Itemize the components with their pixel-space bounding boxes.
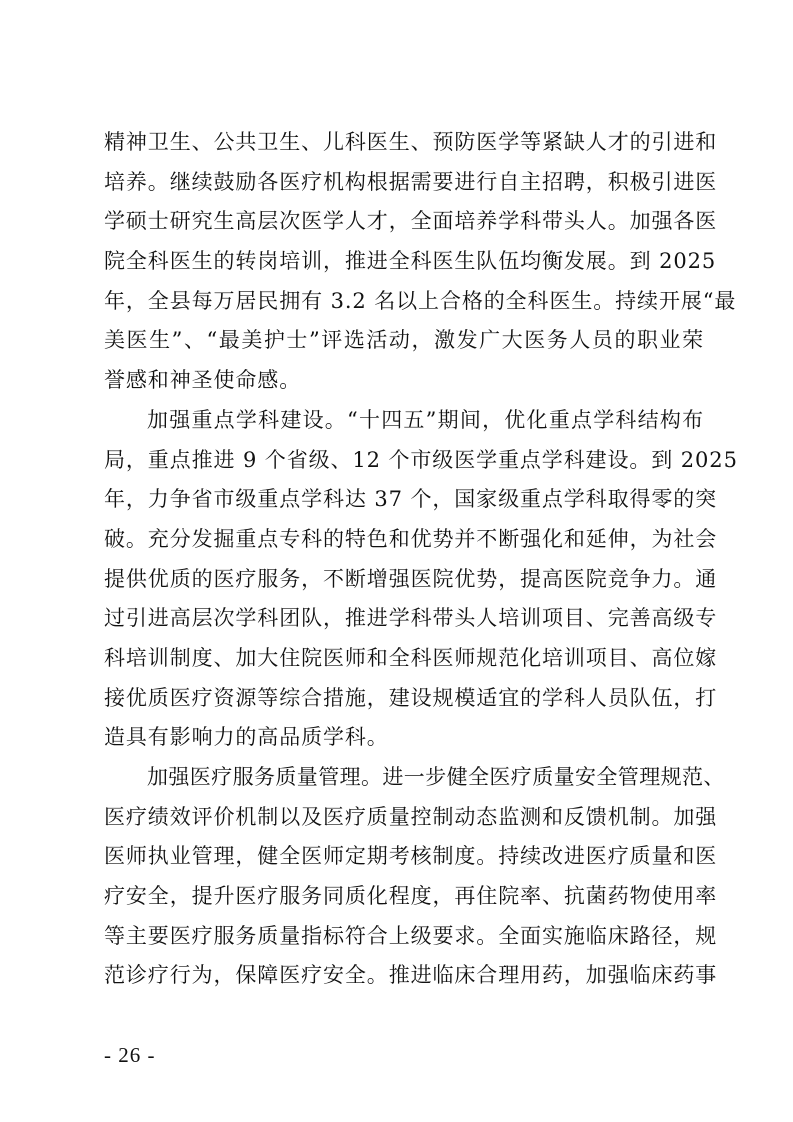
text-line: 造具有影响力的高品质学科。: [104, 725, 389, 750]
text-line: 学硕士研究生高层次医学人才，全面培养学科带头人。加强各医: [104, 209, 718, 234]
text-line: 疗安全，提升医疗服务同质化程度，再住院率、抗菌药物使用率: [104, 884, 718, 909]
text-line: 美医生”、“最美护士”评选活动，激发广大医务人员的职业荣: [104, 328, 704, 353]
text-line: 年，力争省市级重点学科达 37 个，国家级重点学科取得零的突: [104, 487, 718, 512]
text-line: 等主要医疗服务质量指标符合上级要求。全面实施临床路径，规: [104, 923, 718, 948]
body-text: [104, 123, 738, 996]
text-line: 接优质医疗资源等综合措施，建设规模适宜的学科人员队伍，打: [104, 685, 718, 710]
text-line: 精神卫生、公共卫生、儿科医生、预防医学等紧缺人才的引进和: [104, 130, 718, 154]
text-line: 加强重点学科建设。“十四五”期间，优化重点学科结构布: [147, 407, 704, 432]
paragraph-3: [104, 758, 725, 996]
text-line: 加强医疗服务质量管理。进一步健全医疗质量安全管理规范、: [147, 765, 725, 789]
text-line: 局，重点推进 9 个省级、12 个市级医学重点学科建设。到 2025: [104, 447, 738, 472]
text-line: 过引进高层次学科团队，推进学科带头人培训项目、完善高级专: [104, 606, 718, 631]
text-line: 提供优质的医疗服务，不断增强医院优势，提高医院竞争力。通: [104, 566, 718, 591]
text-line: 医疗绩效评价机制以及医疗质量控制动态监测和反馈机制。加强: [104, 804, 718, 829]
text-line: 年，全县每万居民拥有 3.2 名以上合格的全科医生。持续开展“最: [104, 288, 737, 313]
page-number: - 26 -: [104, 1043, 156, 1067]
text-line: 医师执业管理，健全医师定期考核制度。持续改进医疗质量和医: [104, 844, 718, 869]
text-line: 破。充分发掘重点专科的特色和优势并不断强化和延伸，为社会: [104, 526, 718, 551]
text-line: 培养。继续鼓励各医疗机构根据需要进行自主招聘，积极引进医: [104, 169, 718, 194]
paragraph-2: [104, 401, 738, 758]
text-line: 誉感和神圣使命感。: [104, 368, 302, 393]
text-line: 范诊疗行为，保障医疗安全。推进临床合理用药，加强临床药事: [104, 963, 718, 988]
paragraph-1: [104, 123, 737, 401]
text-line: 科培训制度、加大住院医师和全科医师规范化培训项目、高位嫁: [104, 645, 718, 670]
text-line: 院全科医生的转岗培训，推进全科医生队伍均衡发展。到 2025: [104, 249, 717, 274]
